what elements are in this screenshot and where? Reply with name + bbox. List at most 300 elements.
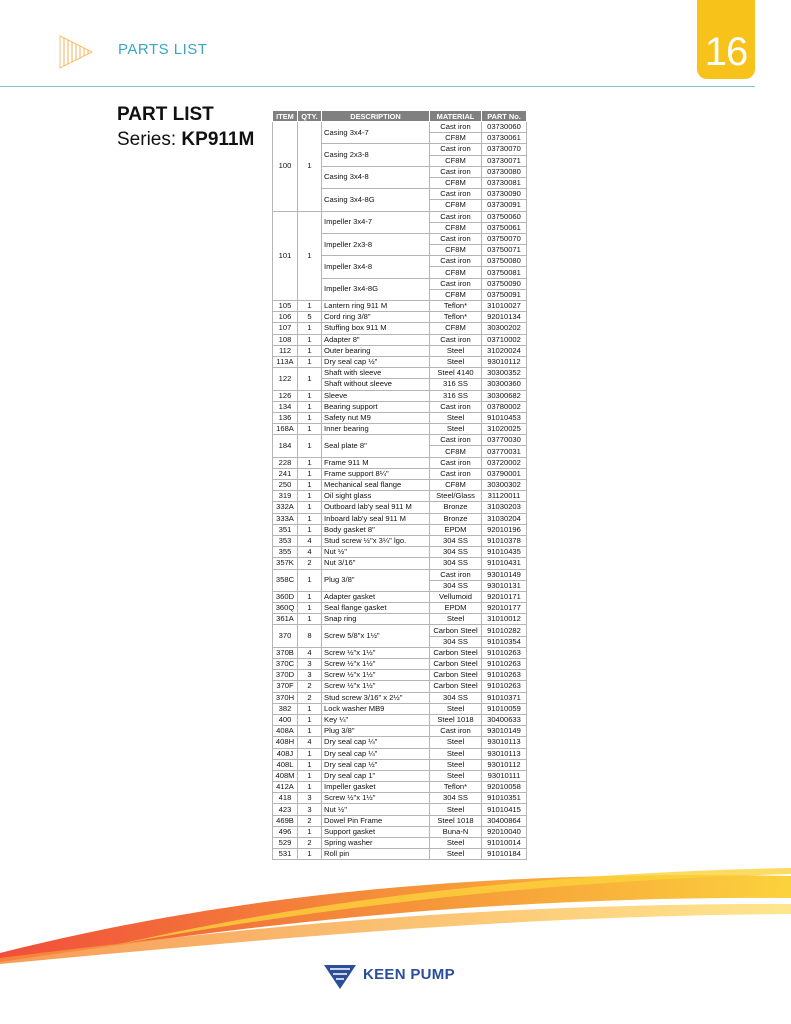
- cell-qty: 1: [298, 412, 322, 423]
- cell-qty: 2: [298, 838, 322, 849]
- cell-qty: 1: [298, 524, 322, 535]
- cell-description: Screw ½"x 1½": [322, 670, 430, 681]
- cell-description: Key ¼": [322, 714, 430, 725]
- cell-qty: 4: [298, 547, 322, 558]
- cell-item: 360Q: [273, 603, 298, 614]
- cell-part-no: 91010371: [482, 692, 527, 703]
- cell-part-no: 30300352: [482, 368, 527, 379]
- table-header-row: [273, 111, 527, 122]
- cell-material: CF8M: [430, 267, 482, 278]
- cell-qty: 2: [298, 815, 322, 826]
- series-label: Series:: [117, 129, 177, 150]
- cell-description: Impeller 3x4-8: [322, 256, 430, 278]
- cell-item: 351: [273, 524, 298, 535]
- cell-part-no: 03730090: [482, 189, 527, 200]
- cell-part-no: 30400864: [482, 815, 527, 826]
- cell-qty: 1: [298, 703, 322, 714]
- cell-qty: 4: [298, 647, 322, 658]
- cell-description: Bearing support: [322, 401, 430, 412]
- cell-qty: 1: [298, 748, 322, 759]
- cell-description: Dry seal cap ¼": [322, 748, 430, 759]
- cell-description: Frame support 8¼": [322, 468, 430, 479]
- cell-part-no: 31020025: [482, 424, 527, 435]
- cell-qty: 1: [298, 726, 322, 737]
- table-row: [273, 569, 527, 580]
- cell-item: 370F: [273, 681, 298, 692]
- cell-item: 361A: [273, 614, 298, 625]
- cell-qty: 5: [298, 312, 322, 323]
- cell-material: Steel: [430, 703, 482, 714]
- cell-material: Steel: [430, 849, 482, 860]
- cell-qty: 3: [298, 659, 322, 670]
- cell-item: 408A: [273, 726, 298, 737]
- cell-part-no: 91010263: [482, 647, 527, 658]
- cell-item: 184: [273, 435, 298, 457]
- cell-material: Steel: [430, 804, 482, 815]
- table-row: [273, 692, 527, 703]
- cell-part-no: 93010149: [482, 569, 527, 580]
- cell-material: 316 SS: [430, 390, 482, 401]
- cell-qty: 1: [298, 569, 322, 591]
- cell-qty: 1: [298, 480, 322, 491]
- cell-part-no: 03730091: [482, 200, 527, 211]
- cell-item: 126: [273, 390, 298, 401]
- cell-material: Steel/Glass: [430, 491, 482, 502]
- cell-description: Shaft without sleeve: [322, 379, 430, 390]
- page-number-tab: [697, 0, 755, 79]
- cell-description: Impeller 3x4-8G: [322, 278, 430, 300]
- cell-qty: 1: [298, 301, 322, 312]
- cell-material: Cast iron: [430, 334, 482, 345]
- cell-qty: 1: [298, 211, 322, 301]
- cell-qty: 3: [298, 793, 322, 804]
- cell-qty: 1: [298, 457, 322, 468]
- cell-material: Cast iron: [430, 211, 482, 222]
- cell-item: 408L: [273, 759, 298, 770]
- cell-qty: 1: [298, 323, 322, 334]
- cell-item: 134: [273, 401, 298, 412]
- cell-item: 228: [273, 457, 298, 468]
- cell-item: 370C: [273, 659, 298, 670]
- cell-qty: 1: [298, 849, 322, 860]
- table-row: [273, 614, 527, 625]
- table-row: [273, 435, 527, 446]
- cell-item: 531: [273, 849, 298, 860]
- table-row: [273, 323, 527, 334]
- cell-material: 304 SS: [430, 580, 482, 591]
- cell-description: Safety nut M9: [322, 412, 430, 423]
- table-row: [273, 345, 527, 356]
- cell-material: CF8M: [430, 200, 482, 211]
- table-row: [273, 122, 527, 133]
- cell-qty: 1: [298, 603, 322, 614]
- cell-material: 304 SS: [430, 692, 482, 703]
- cell-qty: 4: [298, 535, 322, 546]
- cell-material: 304 SS: [430, 547, 482, 558]
- cell-part-no: 31020024: [482, 345, 527, 356]
- cell-material: Cast iron: [430, 468, 482, 479]
- cell-description: Lantern ring 911 M: [322, 301, 430, 312]
- cell-part-no: 30300360: [482, 379, 527, 390]
- cell-qty: 1: [298, 502, 322, 513]
- table-row: [273, 312, 527, 323]
- cell-item: 113A: [273, 356, 298, 367]
- cell-part-no: 03730081: [482, 177, 527, 188]
- cell-item: 333A: [273, 513, 298, 524]
- cell-description: Adapter gasket: [322, 591, 430, 602]
- cell-material: Cast iron: [430, 726, 482, 737]
- cell-material: 304 SS: [430, 535, 482, 546]
- cell-description: Dry seal cap ½": [322, 759, 430, 770]
- cell-part-no: 93010149: [482, 726, 527, 737]
- cell-description: Nut ½": [322, 547, 430, 558]
- table-row: [273, 793, 527, 804]
- table-row: [273, 368, 527, 379]
- cell-part-no: 92010171: [482, 591, 527, 602]
- cell-qty: 1: [298, 591, 322, 602]
- table-row: [273, 301, 527, 312]
- cell-item: 122: [273, 368, 298, 390]
- cell-material: CF8M: [430, 245, 482, 256]
- cell-part-no: 30400633: [482, 714, 527, 725]
- keen-pump-logo-icon: [322, 963, 358, 996]
- table-row: [273, 390, 527, 401]
- cell-material: EPDM: [430, 603, 482, 614]
- cell-part-no: 91010378: [482, 535, 527, 546]
- cell-item: 423: [273, 804, 298, 815]
- cell-part-no: 03750071: [482, 245, 527, 256]
- column-header-material: MATERIAL: [430, 111, 482, 122]
- table-row: [273, 502, 527, 513]
- table-row: [273, 468, 527, 479]
- cell-material: Steel 1018: [430, 815, 482, 826]
- cell-description: Mechanical seal flange: [322, 480, 430, 491]
- cell-material: EPDM: [430, 524, 482, 535]
- cell-qty: 1: [298, 334, 322, 345]
- cell-material: Bronze: [430, 513, 482, 524]
- cell-material: Cast iron: [430, 457, 482, 468]
- cell-description: Casing 3x4-7: [322, 122, 430, 144]
- cell-description: Casing 3x4-8: [322, 166, 430, 188]
- cell-material: Cast iron: [430, 569, 482, 580]
- cell-description: Dry seal cap ½": [322, 356, 430, 367]
- table-row: [273, 815, 527, 826]
- table-row: [273, 401, 527, 412]
- page-title: PART LIST: [117, 104, 214, 125]
- series-value: KP911M: [181, 129, 255, 150]
- cell-material: Teflon*: [430, 301, 482, 312]
- cell-description: Dry seal cap 1": [322, 770, 430, 781]
- cell-material: Cast iron: [430, 233, 482, 244]
- table-row: [273, 670, 527, 681]
- cell-part-no: 91010059: [482, 703, 527, 714]
- table-row: [273, 804, 527, 815]
- table-row: [273, 412, 527, 423]
- cell-part-no: 91010263: [482, 670, 527, 681]
- cell-material: Steel: [430, 345, 482, 356]
- cell-description: Casing 3x4-8G: [322, 189, 430, 211]
- cell-part-no: 03750080: [482, 256, 527, 267]
- cell-item: 332A: [273, 502, 298, 513]
- cell-part-no: 92010058: [482, 782, 527, 793]
- cell-description: Outboard lab'y seal 911 M: [322, 502, 430, 513]
- cell-material: Cast iron: [430, 435, 482, 446]
- cell-description: Inboard lab'y seal 911 M: [322, 513, 430, 524]
- cell-part-no: 91010184: [482, 849, 527, 860]
- footer-swoosh: [0, 858, 791, 973]
- table-row: [273, 356, 527, 367]
- cell-material: 304 SS: [430, 636, 482, 647]
- cell-part-no: 31010027: [482, 301, 527, 312]
- cell-material: Steel: [430, 424, 482, 435]
- cell-qty: 1: [298, 424, 322, 435]
- cell-part-no: 92010196: [482, 524, 527, 535]
- cell-part-no: 03770031: [482, 446, 527, 457]
- cell-material: Buna-N: [430, 826, 482, 837]
- table-row: [273, 714, 527, 725]
- cell-description: Spring washer: [322, 838, 430, 849]
- cell-item: 370: [273, 625, 298, 647]
- cell-description: Impeller 2x3-8: [322, 233, 430, 255]
- cell-part-no: 03750090: [482, 278, 527, 289]
- table-row: [273, 703, 527, 714]
- cell-qty: 2: [298, 558, 322, 569]
- cell-material: Carbon Steel: [430, 681, 482, 692]
- cell-item: 100: [273, 122, 298, 212]
- cell-qty: 1: [298, 491, 322, 502]
- cell-material: Steel: [430, 838, 482, 849]
- cell-description: Roll pin: [322, 849, 430, 860]
- cell-item: 106: [273, 312, 298, 323]
- cell-part-no: 91010263: [482, 681, 527, 692]
- table-row: [273, 211, 527, 222]
- cell-description: Plug 3/8": [322, 726, 430, 737]
- table-row: [273, 625, 527, 636]
- cell-item: 107: [273, 323, 298, 334]
- cell-item: 469B: [273, 815, 298, 826]
- cell-material: Cast iron: [430, 122, 482, 133]
- table-row: [273, 535, 527, 546]
- table-row: [273, 726, 527, 737]
- table-row: [273, 513, 527, 524]
- cell-qty: 1: [298, 368, 322, 390]
- cell-part-no: 93010111: [482, 770, 527, 781]
- table-row: [273, 524, 527, 535]
- cell-item: 112: [273, 345, 298, 356]
- cell-part-no: 30300682: [482, 390, 527, 401]
- cell-qty: 1: [298, 513, 322, 524]
- cell-description: Casing 2x3-8: [322, 144, 430, 166]
- cell-material: Steel: [430, 614, 482, 625]
- series-line: [117, 129, 254, 151]
- cell-part-no: 03780002: [482, 401, 527, 412]
- column-header-description: DESCRIPTION: [322, 111, 430, 122]
- cell-material: Teflon*: [430, 312, 482, 323]
- cell-material: CF8M: [430, 222, 482, 233]
- cell-description: Support gasket: [322, 826, 430, 837]
- cell-description: Screw ½"x 1½": [322, 793, 430, 804]
- cell-part-no: 03750070: [482, 233, 527, 244]
- cell-description: Sleeve: [322, 390, 430, 401]
- cell-part-no: 30300202: [482, 323, 527, 334]
- section-title: PARTS LIST: [118, 41, 208, 58]
- cell-item: 101: [273, 211, 298, 301]
- cell-material: Carbon Steel: [430, 659, 482, 670]
- cell-item: 370D: [273, 670, 298, 681]
- cell-item: 370H: [273, 692, 298, 703]
- table-row: [273, 603, 527, 614]
- table-row: [273, 424, 527, 435]
- cell-description: Impeller gasket: [322, 782, 430, 793]
- cell-qty: 3: [298, 670, 322, 681]
- cell-material: Cast iron: [430, 256, 482, 267]
- cell-material: CF8M: [430, 480, 482, 491]
- cell-description: Seal flange gasket: [322, 603, 430, 614]
- cell-material: Steel: [430, 748, 482, 759]
- cell-material: Cast iron: [430, 278, 482, 289]
- table-row: [273, 782, 527, 793]
- cell-description: Dry seal cap ¼": [322, 737, 430, 748]
- cell-material: Steel: [430, 412, 482, 423]
- cell-description: Impeller 3x4-7: [322, 211, 430, 233]
- table-row: [273, 591, 527, 602]
- cell-description: Oil sight glass: [322, 491, 430, 502]
- cell-material: Carbon Steel: [430, 670, 482, 681]
- cell-item: 418: [273, 793, 298, 804]
- table-row: [273, 457, 527, 468]
- table-row: [273, 558, 527, 569]
- cell-description: Adapter 8": [322, 334, 430, 345]
- cell-item: 241: [273, 468, 298, 479]
- cell-material: CF8M: [430, 177, 482, 188]
- table-row: [273, 659, 527, 670]
- cell-part-no: 93010113: [482, 737, 527, 748]
- cell-material: Steel 4140: [430, 368, 482, 379]
- cell-material: Steel 1018: [430, 714, 482, 725]
- cell-description: Inner bearing: [322, 424, 430, 435]
- cell-qty: 1: [298, 345, 322, 356]
- cell-item: 168A: [273, 424, 298, 435]
- cell-qty: 1: [298, 401, 322, 412]
- column-header-part-no: PART No.: [482, 111, 527, 122]
- cell-part-no: 03710002: [482, 334, 527, 345]
- cell-part-no: 92010177: [482, 603, 527, 614]
- cell-qty: 1: [298, 782, 322, 793]
- cell-item: 370B: [273, 647, 298, 658]
- cell-part-no: 30300302: [482, 480, 527, 491]
- cell-description: Screw ½"x 1½": [322, 659, 430, 670]
- cell-material: Vellumoid: [430, 591, 482, 602]
- table-row: [273, 838, 527, 849]
- cell-description: Nut 3/16": [322, 558, 430, 569]
- cell-part-no: 03730060: [482, 122, 527, 133]
- cell-item: 358C: [273, 569, 298, 591]
- cell-part-no: 92010040: [482, 826, 527, 837]
- cell-part-no: 93010131: [482, 580, 527, 591]
- cell-description: Screw ½"x 1½": [322, 647, 430, 658]
- parts-list-fan-icon: [58, 34, 96, 75]
- cell-part-no: 93010113: [482, 748, 527, 759]
- cell-description: Plug 3/8": [322, 569, 430, 591]
- cell-item: 408H: [273, 737, 298, 748]
- table-row: [273, 759, 527, 770]
- table-row: [273, 748, 527, 759]
- cell-description: Screw 5/8"x 1½": [322, 625, 430, 647]
- cell-item: 108: [273, 334, 298, 345]
- cell-part-no: 91010263: [482, 659, 527, 670]
- cell-description: Stuffing box 911 M: [322, 323, 430, 334]
- cell-item: 136: [273, 412, 298, 423]
- cell-material: Steel: [430, 759, 482, 770]
- cell-item: 355: [273, 547, 298, 558]
- cell-part-no: 03750061: [482, 222, 527, 233]
- table-row: [273, 647, 527, 658]
- cell-part-no: 91010282: [482, 625, 527, 636]
- footer-brand-name: KEEN PUMP: [363, 966, 455, 983]
- cell-qty: 1: [298, 122, 322, 212]
- cell-material: CF8M: [430, 289, 482, 300]
- cell-material: CF8M: [430, 446, 482, 457]
- cell-description: Shaft with sleeve: [322, 368, 430, 379]
- cell-description: Nut ½": [322, 804, 430, 815]
- cell-material: CF8M: [430, 323, 482, 334]
- cell-part-no: 93010112: [482, 356, 527, 367]
- cell-part-no: 03750060: [482, 211, 527, 222]
- cell-qty: 1: [298, 714, 322, 725]
- cell-qty: 1: [298, 614, 322, 625]
- cell-description: Dowel Pin Frame: [322, 815, 430, 826]
- cell-item: 408J: [273, 748, 298, 759]
- cell-part-no: 03770030: [482, 435, 527, 446]
- table-row: [273, 826, 527, 837]
- cell-part-no: 03730080: [482, 166, 527, 177]
- cell-part-no: 91010453: [482, 412, 527, 423]
- cell-material: Cast iron: [430, 189, 482, 200]
- cell-part-no: 91010014: [482, 838, 527, 849]
- cell-material: 304 SS: [430, 558, 482, 569]
- cell-part-no: 91010431: [482, 558, 527, 569]
- page-number: 16: [704, 30, 748, 74]
- cell-item: 412A: [273, 782, 298, 793]
- cell-part-no: 03730070: [482, 144, 527, 155]
- cell-qty: 1: [298, 435, 322, 457]
- cell-description: Cord ring 3/8": [322, 312, 430, 323]
- cell-qty: 1: [298, 468, 322, 479]
- cell-material: Bronze: [430, 502, 482, 513]
- column-header-qty: QTY.: [298, 111, 322, 122]
- cell-qty: 1: [298, 759, 322, 770]
- cell-part-no: 91010354: [482, 636, 527, 647]
- cell-material: CF8M: [430, 133, 482, 144]
- cell-qty: 8: [298, 625, 322, 647]
- cell-part-no: 93010112: [482, 759, 527, 770]
- cell-item: 408M: [273, 770, 298, 781]
- cell-item: 357K: [273, 558, 298, 569]
- table-row: [273, 480, 527, 491]
- cell-qty: 2: [298, 681, 322, 692]
- cell-part-no: 03730071: [482, 155, 527, 166]
- table-row: [273, 737, 527, 748]
- cell-part-no: 91010351: [482, 793, 527, 804]
- cell-material: CF8M: [430, 155, 482, 166]
- cell-qty: 2: [298, 692, 322, 703]
- cell-description: Stud screw 3/16" x 2½": [322, 692, 430, 703]
- cell-material: 304 SS: [430, 793, 482, 804]
- cell-description: Lock washer MB9: [322, 703, 430, 714]
- cell-item: 360D: [273, 591, 298, 602]
- cell-material: Cast iron: [430, 401, 482, 412]
- cell-part-no: 91010415: [482, 804, 527, 815]
